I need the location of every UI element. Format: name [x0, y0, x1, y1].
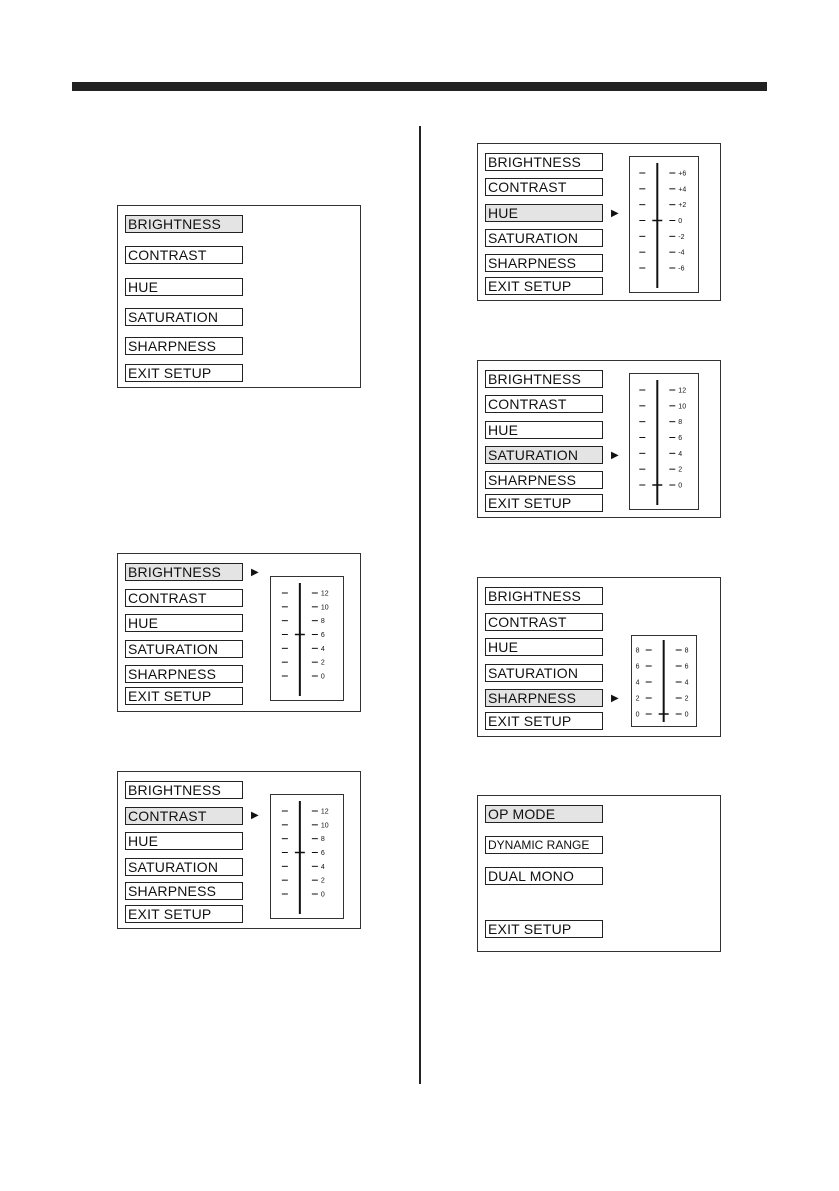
menu-item-sharpness[interactable]: SHARPNESS: [485, 471, 603, 489]
menu-item-op-mode[interactable]: OP MODE: [485, 805, 603, 823]
menu-item-brightness[interactable]: BRIGHTNESS: [485, 153, 603, 171]
menu-item-brightness[interactable]: BRIGHTNESS: [485, 370, 603, 388]
scale-label: 0: [320, 673, 325, 681]
menu-item-exit-setup[interactable]: EXIT SETUP: [485, 920, 603, 938]
scale-label: 0: [320, 891, 325, 899]
scale-label: 2: [320, 659, 325, 667]
menu-item-dynamic-range[interactable]: DYNAMIC RANGE: [485, 836, 603, 854]
menu-item-exit-setup[interactable]: EXIT SETUP: [485, 712, 603, 730]
menu-item-sharpness[interactable]: SHARPNESS: [485, 689, 603, 707]
menu-item-saturation[interactable]: SATURATION: [125, 308, 243, 326]
menu-item-contrast[interactable]: CONTRAST: [485, 395, 603, 413]
menu-item-sharpness[interactable]: SHARPNESS: [485, 254, 603, 272]
menu-item-brightness[interactable]: BRIGHTNESS: [125, 781, 243, 799]
scale-label: 2: [320, 877, 325, 885]
menu-item-hue[interactable]: HUE: [485, 204, 603, 222]
menu-item-hue[interactable]: HUE: [485, 638, 603, 656]
panel-picture-menu: [117, 205, 361, 388]
selection-pointer-icon: ▶: [611, 208, 619, 219]
selection-pointer-icon: ▶: [611, 693, 619, 704]
scale-label: 4: [684, 679, 689, 687]
scale-label: 0: [678, 482, 683, 490]
menu-item-hue[interactable]: HUE: [485, 421, 603, 439]
menu-item-sharpness[interactable]: SHARPNESS: [125, 665, 243, 683]
scale-label: 8: [684, 647, 689, 655]
selection-pointer-icon: ▶: [251, 810, 259, 821]
hue-scale[interactable]: [629, 156, 699, 293]
menu-item-sharpness[interactable]: SHARPNESS: [125, 882, 243, 900]
scale-label: 6: [684, 663, 689, 671]
top-rule: [72, 82, 767, 91]
contrast-scale[interactable]: [270, 794, 344, 919]
scale-label: +4: [678, 186, 687, 194]
scale-label: 0: [678, 218, 683, 225]
scale-label: -4: [678, 249, 685, 257]
panel-hue-adjust: [477, 143, 721, 301]
scale-label-left: 0: [635, 711, 640, 719]
menu-item-contrast[interactable]: CONTRAST: [485, 613, 603, 631]
scale-label: 12: [320, 808, 329, 816]
selection-pointer-icon: ▶: [251, 567, 259, 578]
brightness-scale[interactable]: [270, 576, 344, 701]
scale-label: 8: [678, 419, 683, 427]
panel-contrast-adjust: [117, 771, 361, 929]
menu-item-brightness[interactable]: BRIGHTNESS: [125, 215, 243, 233]
scale-label: 6: [320, 632, 325, 639]
scale-label: 10: [320, 604, 329, 612]
scale-label: 8: [320, 836, 325, 844]
menu-item-exit-setup[interactable]: EXIT SETUP: [485, 494, 603, 512]
menu-item-hue[interactable]: HUE: [125, 278, 243, 296]
menu-item-saturation[interactable]: SATURATION: [485, 229, 603, 247]
scale-label: 10: [678, 403, 687, 411]
scale-label-left: 4: [635, 679, 640, 687]
panel-sharpness-adjust: [477, 577, 721, 737]
scale-label: 8: [320, 618, 325, 626]
menu-item-brightness[interactable]: BRIGHTNESS: [125, 563, 243, 581]
saturation-scale[interactable]: [629, 373, 699, 510]
scale-label: 4: [678, 450, 683, 458]
menu-item-exit-setup[interactable]: EXIT SETUP: [485, 277, 603, 295]
menu-item-saturation[interactable]: SATURATION: [485, 664, 603, 682]
menu-item-sharpness[interactable]: SHARPNESS: [125, 337, 243, 355]
scale-label: 4: [320, 645, 325, 653]
menu-item-hue[interactable]: HUE: [125, 832, 243, 850]
scale-label: 12: [320, 590, 329, 598]
menu-item-contrast[interactable]: CONTRAST: [125, 246, 243, 264]
scale-label: 10: [320, 822, 329, 830]
menu-item-saturation[interactable]: SATURATION: [485, 446, 603, 464]
scale-label-left: 8: [635, 647, 640, 655]
scale-label: 12: [678, 387, 687, 395]
menu-item-hue[interactable]: HUE: [125, 614, 243, 632]
scale-label-left: 2: [635, 695, 640, 703]
scale-label: 4: [320, 863, 325, 871]
panel-op-mode-menu: [477, 795, 721, 952]
scale-label: 0: [684, 711, 689, 719]
menu-item-saturation[interactable]: SATURATION: [125, 858, 243, 876]
panel-brightness-adjust: [117, 553, 361, 712]
scale-label: +6: [678, 170, 687, 178]
selection-pointer-icon: ▶: [611, 450, 619, 461]
scale-label-left: 6: [635, 663, 640, 671]
scale-label: 6: [678, 435, 683, 442]
menu-item-contrast[interactable]: CONTRAST: [125, 807, 243, 825]
menu-item-dual-mono[interactable]: DUAL MONO: [485, 867, 603, 885]
scale-label: 2: [684, 695, 689, 703]
scale-label: -2: [678, 233, 685, 241]
menu-item-exit-setup[interactable]: EXIT SETUP: [125, 905, 243, 923]
scale-label: -6: [678, 265, 685, 273]
scale-label: 6: [320, 850, 325, 857]
menu-item-exit-setup[interactable]: EXIT SETUP: [125, 364, 243, 382]
menu-item-saturation[interactable]: SATURATION: [125, 640, 243, 658]
scale-label: +2: [678, 202, 687, 210]
menu-item-brightness[interactable]: BRIGHTNESS: [485, 587, 603, 605]
scale-label: 2: [678, 466, 683, 474]
sharpness-scale[interactable]: [631, 635, 697, 727]
menu-item-exit-setup[interactable]: EXIT SETUP: [125, 687, 243, 705]
panel-saturation-adjust: [477, 360, 721, 518]
menu-item-contrast[interactable]: CONTRAST: [485, 178, 603, 196]
column-divider: [419, 126, 421, 1084]
menu-item-contrast[interactable]: CONTRAST: [125, 589, 243, 607]
